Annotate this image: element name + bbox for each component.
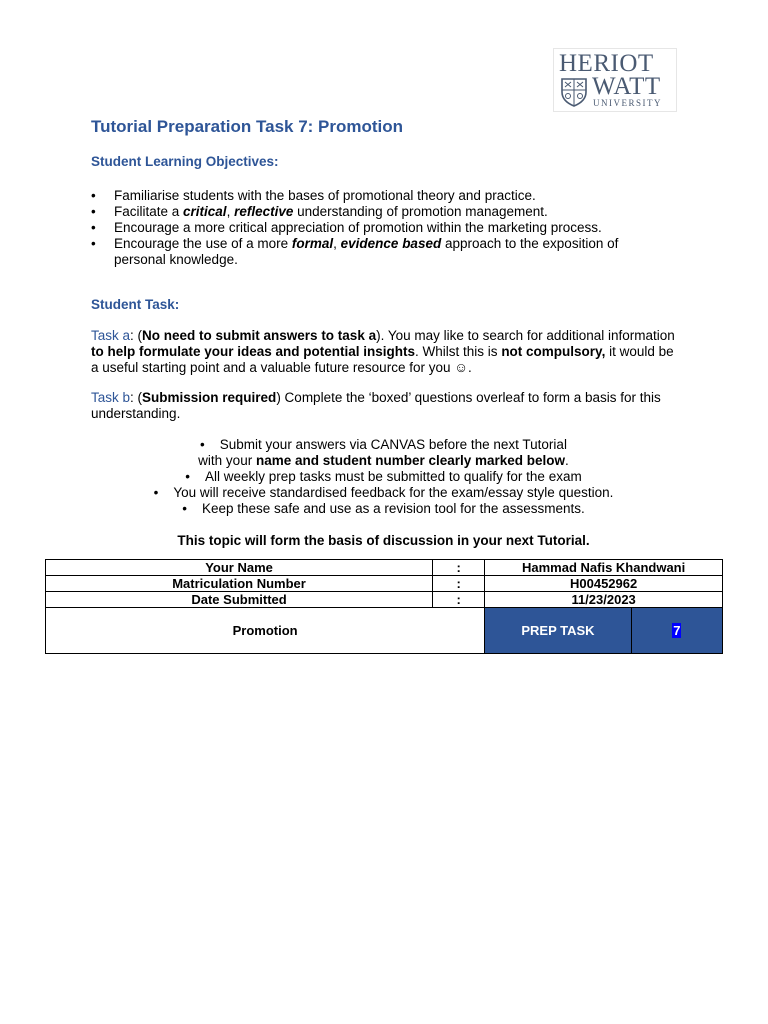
- table-row: [46, 576, 723, 592]
- objectives-heading: Student Learning Objectives:: [91, 154, 279, 169]
- task-a-text: . Whilst this is: [415, 344, 502, 359]
- table-row: [46, 560, 723, 576]
- objective-text: ,: [226, 204, 235, 219]
- instruction-bold: name and student number clearly marked below: [255, 453, 566, 468]
- separator: :: [433, 592, 485, 608]
- discussion-note: This topic will form the basis of discussion in your next Tutorial.: [177, 533, 590, 548]
- objectives-list: [91, 188, 671, 268]
- instruction-text: Keep these safe and use as a revision tool for the assessments.: [202, 501, 585, 516]
- student-info-table: [45, 559, 723, 654]
- separator: :: [433, 576, 485, 592]
- matriculation-value: H00452962: [485, 576, 723, 592]
- date-value: 11/23/2023: [485, 592, 723, 608]
- task-a-bold: No need to submit answers to task a: [142, 328, 377, 343]
- bullet-icon: •: [91, 204, 96, 219]
- task-b-label: Task b: [91, 390, 131, 405]
- bullet-icon: •: [153, 485, 174, 500]
- instruction-text: .: [565, 453, 569, 468]
- task-b-text: ) Complete the ‘boxed’ questions overleaf to form a basis for this understanding.: [91, 390, 661, 421]
- date-label: Date Submitted: [46, 592, 433, 608]
- task-a-text: ). You may like to search for additional information: [376, 328, 675, 343]
- table-row: [46, 608, 723, 654]
- table-row: [46, 592, 723, 608]
- instructions-list: [91, 437, 676, 517]
- separator: :: [433, 560, 485, 576]
- bullet-icon: •: [185, 469, 206, 484]
- task-a-text: : (: [130, 328, 143, 343]
- task-b-text: : (: [130, 390, 143, 405]
- objective-emphasis: critical: [183, 204, 227, 219]
- topic-cell: Promotion: [46, 608, 485, 654]
- task-b-paragraph: [91, 390, 676, 422]
- bullet-icon: •: [182, 501, 202, 516]
- prep-task-label: PREP TASK: [485, 608, 631, 654]
- list-item: [91, 437, 676, 453]
- page-title: Tutorial Preparation Task 7: Promotion: [91, 117, 404, 136]
- list-item: [91, 220, 671, 236]
- bullet-icon: •: [91, 236, 96, 251]
- list-item: [91, 453, 676, 469]
- task-b-bold: Submission required: [142, 390, 277, 405]
- bullet-icon: •: [200, 437, 220, 452]
- crest-icon: [559, 77, 589, 107]
- list-item: [91, 485, 676, 501]
- instruction-text: You will receive standardised feedback for the exam/essay style question.: [173, 485, 614, 500]
- objective-emphasis: reflective: [234, 204, 294, 219]
- logo-university-text: UNIVERSITY: [593, 98, 662, 108]
- objective-text: understanding of promotion management.: [293, 204, 548, 219]
- objective-emphasis: formal: [291, 236, 334, 251]
- list-item: [91, 469, 676, 485]
- name-label: Your Name: [46, 560, 433, 576]
- list-item: [91, 188, 671, 204]
- list-item: [91, 204, 671, 220]
- objective-text: Familiarise students with the bases of promotional theory and practice.: [114, 188, 536, 203]
- task-a-bold: to help formulate your ideas and potential insights: [91, 344, 416, 359]
- task-a-text: it would be a useful starting point and a valuable future resource for you ☺.: [91, 344, 674, 375]
- task-heading: Student Task:: [91, 297, 180, 312]
- task-a-bold: not compulsory,: [501, 344, 606, 359]
- prep-task-number-cell: [631, 608, 722, 654]
- instruction-text: with your: [198, 453, 256, 468]
- objective-text: Encourage the use of a more: [114, 236, 292, 251]
- objective-text: ,: [333, 236, 341, 251]
- objective-emphasis: evidence based: [340, 236, 442, 251]
- logo-watt-text: WATT: [592, 73, 661, 100]
- bullet-icon: •: [91, 188, 96, 203]
- name-value: Hammad Nafis Khandwani: [485, 560, 723, 576]
- matriculation-label: Matriculation Number: [46, 576, 433, 592]
- list-item: [91, 501, 676, 517]
- bullet-icon: •: [91, 220, 96, 235]
- logo-heriot-text: HERIOT: [559, 50, 654, 77]
- instruction-text: Submit your answers via CANVAS before the next Tutorial: [219, 437, 567, 452]
- list-item: [91, 236, 671, 268]
- university-logo: [553, 48, 677, 112]
- prep-task-number: 7: [673, 623, 681, 638]
- objective-text: approach to the exposition of personal knowledge.: [114, 236, 619, 267]
- task-a-paragraph: [91, 328, 676, 376]
- task-a-label: Task a: [91, 328, 131, 343]
- instruction-text: All weekly prep tasks must be submitted to qualify for the exam: [205, 469, 582, 484]
- objective-text: Facilitate a: [114, 204, 184, 219]
- objective-text: Encourage a more critical appreciation of promotion within the marketing process.: [114, 220, 602, 235]
